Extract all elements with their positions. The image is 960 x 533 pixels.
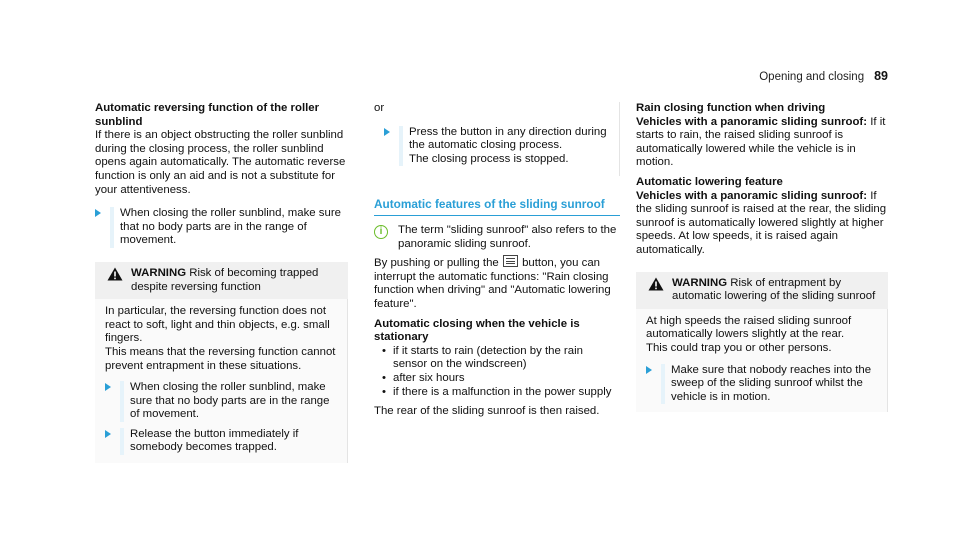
list-item: • if there is a malfunction in the power supply (382, 386, 620, 400)
subheading-stationary: Automatic closing when the vehicle is stationary (374, 317, 580, 344)
column-2 (374, 102, 620, 419)
heading-rain-closing: Rain closing function when driving (636, 102, 826, 114)
paragraph-automatic-lowering (636, 190, 888, 258)
button-glyph-icon (503, 255, 518, 267)
vehicle-label: Vehicles with a panoramic sliding sunroof: (636, 189, 868, 202)
warning-box (95, 262, 348, 463)
or-label: or (374, 102, 385, 114)
warning-triangle-icon (107, 267, 123, 281)
step-result: The closing process is stopped. (409, 152, 569, 165)
info-icon: i (374, 225, 388, 239)
paragraph-text: By pushing or pulling the (374, 257, 499, 270)
note (374, 224, 620, 251)
warning-title: Risk of entrapment by automatic lowering of the sliding sunroof (672, 276, 876, 303)
column-3 (636, 102, 888, 412)
step-instruction (95, 207, 348, 248)
continued-steps-box (374, 102, 620, 176)
page-header (759, 70, 888, 85)
warning-box (636, 272, 888, 413)
paragraph-text: If the sliding sunroof is raised at the rear, the sliding sunroof is automatically lowered slightly at higher speeds. At low speeds, it is raised again automatically. (636, 189, 887, 256)
vehicle-label: Vehicles with a panoramic sliding sunroof: (636, 115, 868, 128)
list-item: • if it starts to rain (detection by the rain sensor on the windscreen) (382, 345, 620, 372)
page-number: 89 (874, 69, 888, 83)
heading-automatic-lowering: Automatic lowering feature (636, 175, 783, 188)
warning-step (105, 428, 339, 455)
warning-header (95, 262, 348, 299)
step-text-main: Press the button in any direction during the automatic closing process. (409, 125, 607, 152)
warning-triangle-icon (648, 277, 664, 291)
note-text: The term "sliding sunroof" also refers to the panoramic sliding sunroof. (398, 223, 617, 250)
warning-body (636, 309, 888, 413)
heading-reversing-function: Automatic reversing function of the roller sunblind (95, 102, 320, 128)
arrow-right-icon (105, 430, 111, 438)
paragraph-rain-closing (636, 116, 888, 170)
arrow-right-icon (95, 209, 101, 217)
warning-step (105, 381, 339, 422)
warning-step-text: Release the button immediately if somebody becomes trapped. (120, 428, 339, 455)
arrow-right-icon (105, 383, 111, 391)
warning-paragraph: This could trap you or other persons. (646, 341, 832, 354)
arrow-right-icon (646, 366, 652, 374)
step-text: When closing the roller sunblind, make sure that no body parts are in the range of movement. (110, 207, 348, 248)
column-1 (95, 102, 348, 463)
warning-paragraph: At high speeds the raised sliding sunroof automatically lowers slightly at the rear. (646, 314, 852, 341)
warning-step-text: Make sure that nobody reaches into the sweep of the sliding sunroof whilst the vehicle is in motion. (661, 364, 879, 405)
warning-step (646, 364, 879, 405)
warning-paragraph: In particular, the reversing function does not react to soft, light and thin objects, e.g. small fingers. (105, 305, 330, 345)
heading-sliding-sunroof: Automatic features of the sliding sunroof (374, 198, 620, 216)
paragraph-text: button, you can interrupt the automatic functions: "Rain closing function when driving" and "Automatic lowering feature". (374, 257, 611, 310)
warning-label: WARNING (131, 266, 187, 279)
warning-title: Risk of becoming trapped despite reversing function (131, 266, 319, 293)
bullet-list (374, 345, 620, 399)
step-text (399, 126, 611, 167)
paragraph-closing: The rear of the sliding sunroof is then raised. (374, 405, 600, 418)
step-instruction (374, 126, 611, 167)
section-title: Opening and closing (759, 71, 865, 83)
paragraph-interrupt (374, 255, 620, 311)
warning-paragraph: This means that the reversing function cannot prevent entrapment in these situations. (105, 345, 336, 372)
warning-label: WARNING (672, 276, 728, 289)
warning-step-text: When closing the roller sunblind, make sure that no body parts are in the range of movement. (120, 381, 339, 422)
arrow-right-icon (384, 128, 390, 136)
paragraph-intro: If there is an object obstructing the roller sunblind during the closing process, the roller sunblind opens again automatically. The automatic reverse function is only an aid and is not a substitute for your attentiveness. (95, 129, 346, 196)
list-item: • after six hours (382, 372, 620, 386)
warning-body (95, 299, 348, 463)
paragraph-text: If it starts to rain, the raised sliding sunroof is automatically lowered while the vehicle is in motion. (636, 115, 886, 169)
warning-header (636, 272, 888, 309)
